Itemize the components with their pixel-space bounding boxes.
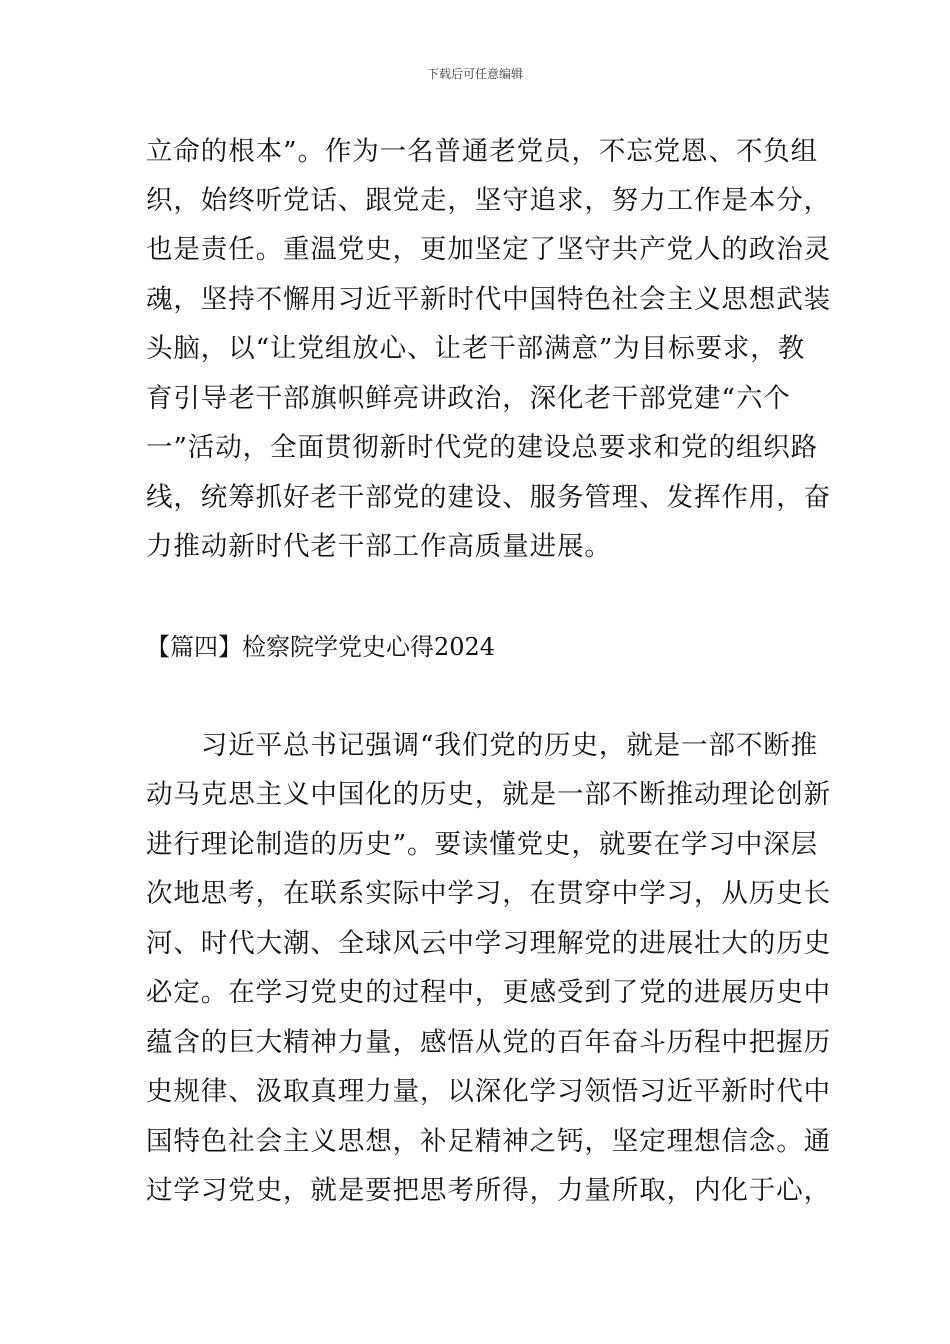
text-line: 力推动新时代老干部工作高质量进展。 xyxy=(146,531,612,562)
text-line: 一”活动，全面贯彻新时代党的建设总要求和党的组织路 xyxy=(146,432,819,463)
text-line: 史规律、汲取真理力量，以深化学习领悟习近平新时代中 xyxy=(146,1076,831,1107)
section-heading: 【篇四】检察院学党史心得2024 xyxy=(146,633,496,661)
text-line: 国特色社会主义思想，补足精神之钙，坚定理想信念。通 xyxy=(146,1126,831,1157)
text-line: 习近平总书记强调“我们党的历史，就是一部不断推 xyxy=(146,730,819,761)
text-line: 必定。在学习党史的过程中，更感受到了党的进展历史中 xyxy=(146,977,831,1008)
text-line: 动马克思主义中国化的历史，就是一部不断推动理论创新 xyxy=(146,779,831,810)
text-line: 蕴含的巨大精神力量，感悟从党的百年奋斗历程中把握历 xyxy=(146,1027,831,1058)
text-line: 进行理论制造的历史”。要读懂党史，就要在学习中深层 xyxy=(146,829,819,860)
text-line: 过学习党史，就是要把思考所得，力量所取，内化于心， xyxy=(146,1175,831,1206)
text-line: 河、时代大潮、全球风云中学习理解党的进展壮大的历史 xyxy=(146,928,831,959)
text-line: 次地思考，在联系实际中学习，在贯穿中学习，从历史长 xyxy=(146,878,831,909)
text-line: 育引导老干部旗帜鲜亮讲政治，深化老干部党建“六个 xyxy=(146,383,791,414)
page-header-note: 下载后可任意编辑 xyxy=(426,67,523,81)
text-line: 魂，坚持不懈用习近平新时代中国特色社会主义思想武装 xyxy=(146,284,831,315)
text-line: 也是责任。重温党史，更加坚定了坚守共产党人的政治灵 xyxy=(146,234,831,265)
text-line: 线，统筹抓好老干部党的建设、服务管理、发挥作用，奋 xyxy=(146,482,831,513)
text-line: 立命的根本”。作为一名普通老党员，不忘党恩、不负组 xyxy=(146,136,819,167)
text-line: 织，始终听党话、跟党走，坚守追求，努力工作是本分， xyxy=(146,185,831,216)
text-line: 头脑，以“让党组放心、让老干部满意”为目标要求，教 xyxy=(146,333,806,364)
